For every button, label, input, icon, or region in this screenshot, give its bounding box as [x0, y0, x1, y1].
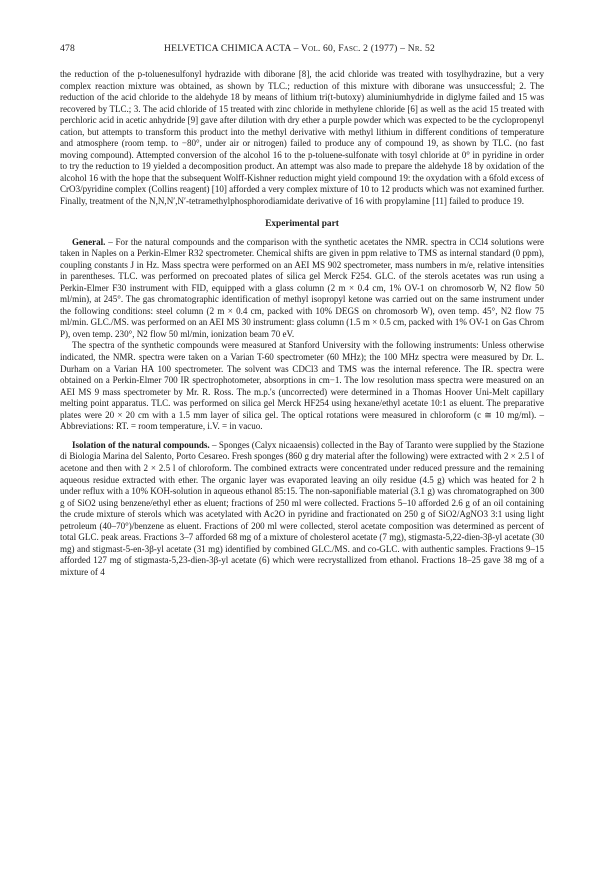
synthetic-paragraph: The spectra of the synthetic compounds were measured at Stanford University with the following instruments: Unless otherwise indicated, the NMR. spectra were taken on a Varian T-60 spectrometer (60 MHz); the 100 MHz spectra were measured by Dr. L. Durham on a Varian HA 100 spectrometer. The solvent was CDCl3 and TMS was the internal reference. The IR. spectra were obtained on a Perkin-Elmer 700 IR spectrophotometer, absorptions in cm−1. The low resolution mass spectra were measured on an AEI MS 9 mass spectrometer by Mr. R. Ross. The m.p.'s (uncorrected) were determined in a Thomas Hoover Uni-Melt capillary melting point apparatus. TLC. was performed on silica gel Merck HF254 using hexane/ethyl acetate 10:1 as eluent. The preparative plates were 20 × 20 cm with a 1.5 mm layer of silica gel. The optical rotations were measured in chloroform (c ≅ 10 mg/ml). – Abbreviations: RT. = room temperature, i.V. = in vacuo.	[60, 340, 544, 432]
paragraph-gap	[60, 433, 544, 440]
isolation-paragraph	[60, 440, 544, 579]
journal-line: HELVETICA CHIMICA ACTA – Vol. 60, Fasc. 2 (1977) – Nr. 52	[164, 43, 435, 54]
running-header	[60, 43, 544, 57]
intro-paragraph: the reduction of the p-toluenesulfonyl hydrazide with diborane [8], the acid chloride was treated with tosylhydrazine, but a very complex reaction mixture was obtained, as shown by TLC.; reduction of this mixture with diborane was unsuccessful; 2. The reduction of the acid chloride to the aldehyde 18 by means of lithium tri(t-butoxy) aluminiumhydride in diglyme failed and 15 was recovered by TLC.; 3. The acid chloride of 15 treated with zinc chloride in methylene chloride [6] as well as the acid 15 treated with perchloric acid in acetic anhydride [9] gave after dilution with dry ether a purple powder which was expected to be the cyclopropenyl cation, but attempts to transform this product into the methyl derivative with methyl lithium in different conditions of temperature and atmosphere (room temp. to −80°, under air or nitrogen) failed to produce any of compound 19, as shown by TLC. (no fast moving compound). Attempted conversion of the alcohol 16 to the p-toluene-sulfonate with tosyl chloride at 0° in pyridine in order to try the reduction to 19 yielded a decomposition product. An attempt was also made to prepare the aldehyde 18 by oxidation of the alcohol 16 with the hope that the subsequent Wolff-Kishner reduction might yield compound 19: the oxydation with a 6fold excess of CrO3/pyridine complex (Collins reagent) [10] afforded a very complex mixture of 10 to 12 products which was not examined further. Finally, treatment of the N,N,N′,N′-tetramethylphosphorodiamidate derivative of 16 with propylamine [11] failed to produce 19.	[60, 69, 544, 207]
general-heading: General.	[72, 236, 106, 247]
general-paragraph	[60, 237, 544, 341]
page-number: 478	[60, 43, 75, 54]
header-spacer	[524, 43, 544, 57]
isolation-text: – Sponges (Calyx nicaaensis) collected in the Bay of Taranto were supplied by the Stazione di Biologia Marina del Salento, Porto Cesareo. Fresh sponges (860 g dry material after the following) were extracted with 2 × 2.5 l of acetone and then with 2 × 2.5 l of chloroform. The combined extracts were concentrated under reduced pressure and the remaining aqueous residue extracted with ether. The organic layer was evaporated leaving an oily residue (4.5 g) which was heated for 2 h under reflux with a 10% KOH-solution in aqueous ethanol 85:15. The non-saponifiable material (3.1 g) was chromatographed on 300 g of SiO2 using benzene/ethyl ether as eluent; fractions of 250 ml were collected. Fractions 5–10 afforded 2.6 g of an oil containing the crude mixture of sterols which was acetylated with Ac2O in pyridine and fractionated on 250 g of SiO2/AgNO3 3:1 using light petroleum (40–70°)/benzene as eluent. Fractions of 200 ml were collected, sterol acetate composition was determined as percent of total GLC. peak areas. Fractions 3–7 afforded 68 mg of a mixture of cholesterol acetate (7 mg), stigmasta-5,22-dien-3β-yl acetate (30 mg) and stigmast-5-en-3β-yl acetate (31 mg) identified by combined GLC./MS. and co-GLC. with authentic samples. Fractions 9–15 afforded 127 mg of stigmasta-5,23-dien-3β-yl acetate (6) which were recrystallized from ethanol. Fractions 18–25 gave 38 mg of a mixture of 4	[60, 439, 545, 577]
isolation-heading: Isolation of the natural compounds.	[72, 439, 210, 450]
general-text: – For the natural compounds and the comparison with the synthetic acetates the NMR. spectra in CCl4 solutions were taken in Naples on a Perkin-Elmer R32 spectrometer. Chemical shifts are given in ppm relative to TMS as internal standard (0 ppm), coupling constants J in Hz. Mass spectra were performed on an AEI MS 902 spectrometer, mass numbers in m/e, relative intensities in parentheses. TLC. was performed on precoated plates of silica gel Merck F254. GLC. of the sterols acetates was run using a Perkin-Elmer F30 instrument with FID, equipped with a glass column (2 m × 0.4 cm, 1% OV-1 on chromosorb W, N2 flow 50 ml/min), at 245°. The gas chromatographic identification of methyl isopropyl ketone was carried out on the same instrument under the following conditions: steel column (2 m × 0.4 cm, packed with 10% DEGS on chromosorb W), oven temp. 45°, N2 flow 75 ml/min. GLC./MS. was performed on an AEI MS 30 instrument: glass column (1.5 m × 0.5 cm, packed with 1% OV-1 on Gas Chrom P), oven temp. 230°, N2 flow 50 ml/min, ionization beam 70 eV.	[60, 236, 544, 339]
section-title: Experimental part	[265, 218, 339, 229]
paper-page	[60, 43, 544, 578]
